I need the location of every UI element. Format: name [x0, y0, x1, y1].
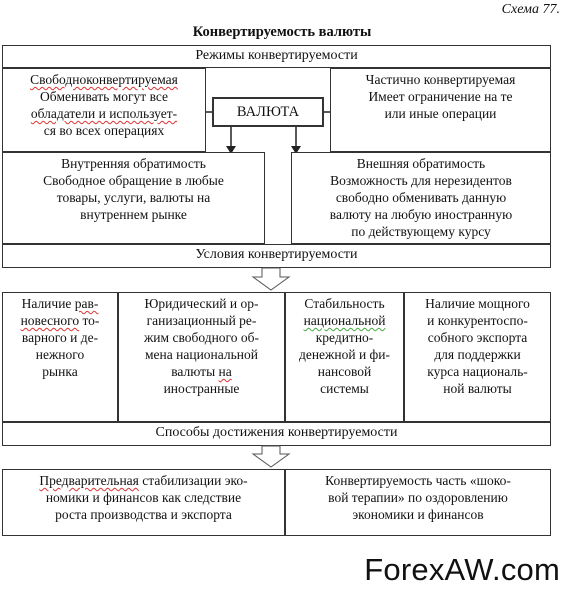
methods-header: Способы достижения конвертируемости	[2, 422, 551, 446]
condition-4-line: собного экспорта	[427, 330, 528, 345]
condition-4-line: Наличие мощного	[425, 296, 530, 311]
condition-2-line: валюты на	[171, 364, 232, 379]
method-box-2	[285, 469, 551, 536]
partial-convertible-line: или иные операции	[384, 106, 497, 121]
condition-1-line: новесного то-	[20, 313, 100, 328]
condition-3-line: денежной и фи-	[298, 347, 391, 362]
condition-2-line: иностранные	[163, 381, 240, 396]
condition-2-line: жим свободного об-	[143, 330, 259, 345]
diagram-title: Конвертируемость валюты	[192, 24, 372, 40]
free-convertible-line: Обменивать могут все	[39, 89, 169, 104]
partial-convertible-title: Частично конвертируемая	[365, 72, 516, 87]
free-convertible-line: обладатели и использует-	[30, 106, 178, 121]
internal-line: товары, услуги, валюты на	[56, 190, 211, 205]
method-2-line: вой терапии» по оздоровлению	[328, 490, 508, 505]
method-1-line: Предварительная стабилизации эко-	[39, 473, 248, 488]
method-1-line: номики и финансов как следствие	[45, 490, 242, 505]
condition-1-line: нежного	[35, 347, 85, 362]
external-line: по действующему курсу	[351, 224, 491, 239]
condition-3-line: национальной	[303, 313, 386, 328]
external-title: Внешняя обратимость	[356, 156, 486, 171]
internal-line: внутреннем рынке	[80, 207, 187, 222]
method-1-line: роста производства и экспорта	[55, 507, 232, 522]
method-2-line: экономики и финансов	[352, 507, 484, 522]
condition-4-line: ной валюты	[443, 381, 512, 396]
condition-3-line: системы	[320, 381, 369, 396]
internal-title: Внутренняя обратимость	[61, 156, 206, 171]
watermark-text: ForexAW.com	[364, 552, 560, 587]
condition-4-line: курса националь-	[427, 364, 528, 379]
currency-box: ВАЛЮТА	[212, 97, 324, 127]
condition-2-line: мена национальной	[145, 347, 258, 362]
conditions-header: Условия конвертируемости	[2, 244, 551, 268]
condition-2-line: Юридический и ор-	[144, 296, 259, 311]
condition-1-line: рынка	[42, 364, 78, 379]
free-convertible-title: Свободноконвертируемая	[30, 72, 178, 87]
partial-convertible-line: Имеет ограничение на те	[368, 89, 513, 104]
condition-1-line: Наличие рав-	[21, 296, 99, 311]
condition-4-line: и конкурентоспо-	[427, 313, 528, 328]
internal-line: Свободное обращение в любые	[43, 173, 224, 188]
condition-1-line: варного и де-	[21, 330, 99, 345]
external-line: Возможность для нерезидентов	[330, 173, 512, 188]
scheme-number: Схема 77.	[501, 2, 560, 17]
regimes-header: Режимы конвертируемости	[2, 45, 551, 68]
external-line: свободно обменивать данную	[335, 190, 507, 205]
condition-3-line: Стабильность	[304, 296, 385, 311]
condition-3-line: кредитно-	[315, 330, 374, 345]
external-line: валюту на любую иностранную	[329, 207, 513, 222]
method-2-line: Конвертируемость часть «шоко-	[325, 473, 511, 488]
free-convertible-line: ся во всех операциях	[43, 123, 165, 138]
condition-2-line: ганизационный ре-	[146, 313, 257, 328]
method-box-1	[2, 469, 285, 536]
condition-3-line: нансовой	[317, 364, 372, 379]
condition-4-line: для поддержки	[434, 347, 521, 362]
